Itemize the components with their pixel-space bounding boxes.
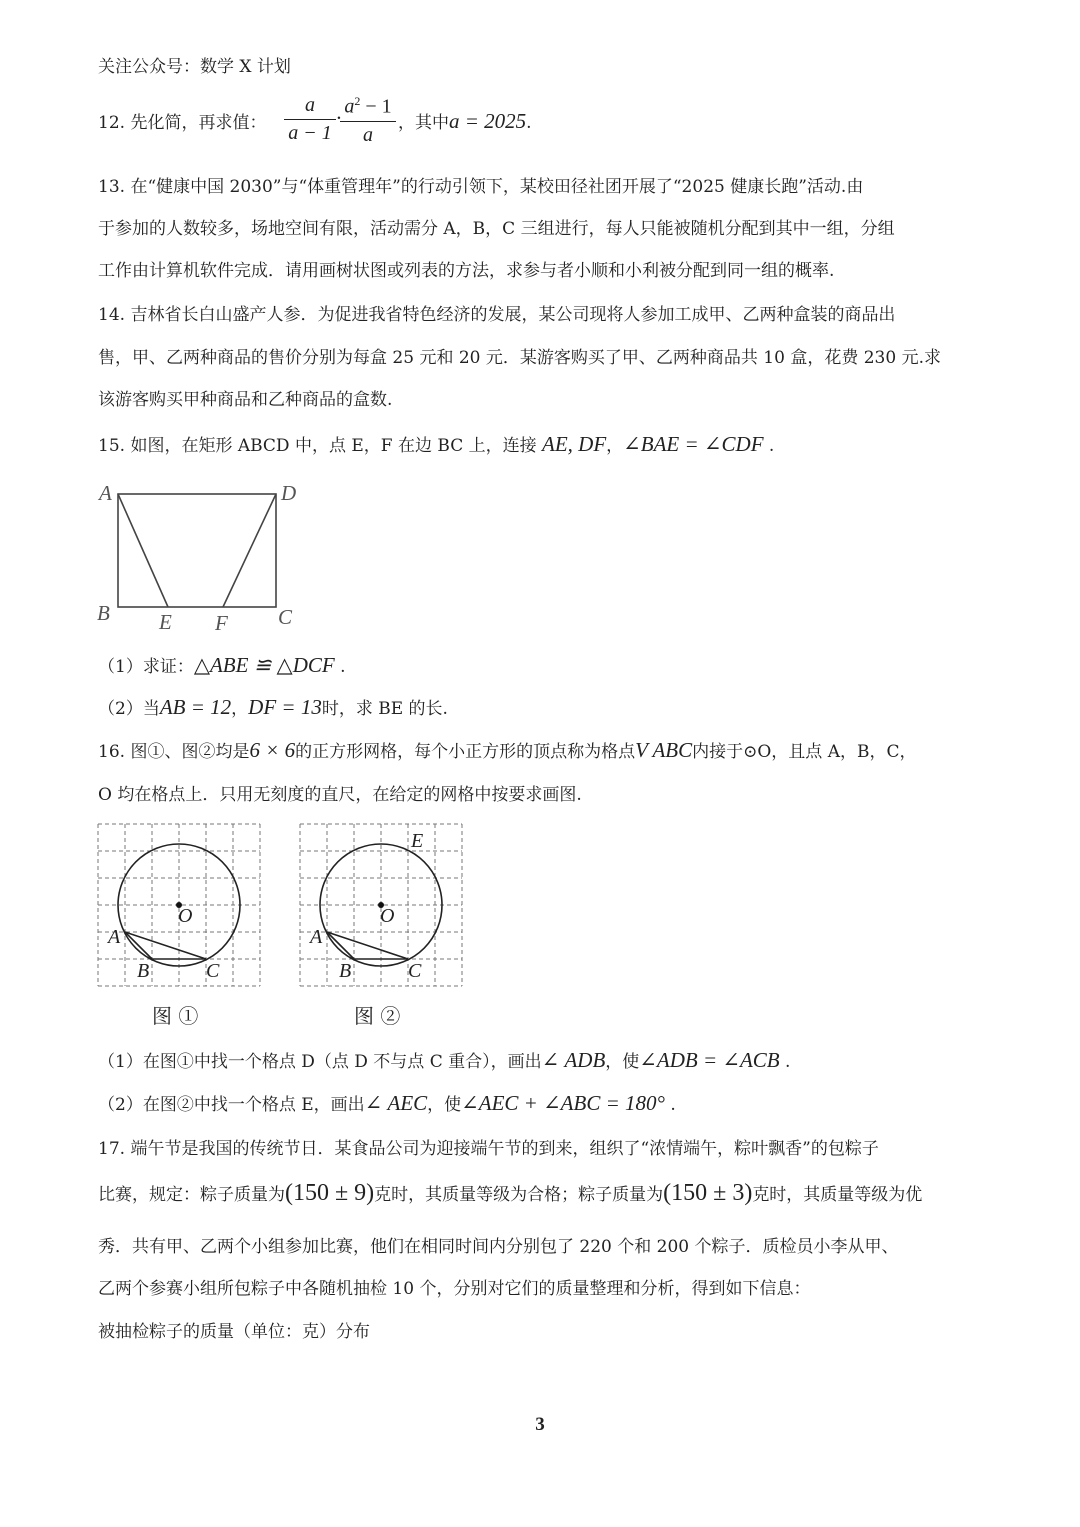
- q14-line-1: 14. 吉林省长白山盛产人参．为促进我省特色经济的发展，某公司现将人参加工成甲、乙两种盒装的商品出: [98, 305, 896, 325]
- label-e: E: [159, 610, 172, 634]
- segment-df: [223, 494, 276, 607]
- fig1-label-o: O: [178, 905, 193, 927]
- fig1-caption: 图 ①: [152, 1004, 199, 1028]
- fig2-caption: 图 ②: [354, 1004, 401, 1028]
- q12-frac2-num: $a^2 - 1$: [340, 94, 396, 122]
- triangle-abc: [327, 932, 408, 959]
- q15-part-2: （2）当AB = 12，DF = 13时，求 BE 的长.: [98, 695, 448, 719]
- fig2-label-e: E: [411, 830, 424, 852]
- label-d: D: [281, 481, 297, 505]
- header-text: 关注公众号：数学 X 计划: [98, 57, 291, 77]
- fig1-label-a: A: [108, 926, 121, 948]
- q14-line-3: 该游客购买甲种商品和乙种商品的盒数.: [98, 390, 393, 410]
- q12-fraction-2: [340, 94, 396, 147]
- q13-line-3: 工作由计算机软件完成．请用画树状图或列表的方法，求参与者小顺和小利被分配到同一组的概率.: [98, 261, 835, 281]
- fig2-label-a: A: [310, 926, 323, 948]
- fig2-label-b: B: [339, 960, 352, 982]
- label-a: A: [99, 481, 112, 505]
- q15-rectangle-figure: [90, 478, 310, 638]
- q16-line-1: 16. 图①、图②均是6 × 6的正方形网格，每个小正方形的顶点称为格点V ABC内接于⊙O，且点 A，B，C，: [98, 738, 917, 762]
- q17-line-3: 秀．共有甲、乙两个小组参加比赛，他们在相同时间内分别包了 220 个和 200 个粽子．质检员小李从甲、: [98, 1237, 899, 1257]
- label-b: B: [97, 601, 110, 625]
- rectangle-abcd: [118, 494, 276, 607]
- q12-prefix: 12. 先化简，再求值：: [98, 113, 267, 133]
- q16-figure-1: [96, 822, 266, 990]
- q12-condition: ，其中a = 2025.: [398, 109, 532, 133]
- q12-frac1-num: a: [284, 94, 336, 120]
- q17-line-5: 被抽检粽子的质量（单位：克）分布: [98, 1322, 370, 1342]
- q17-line-2: 比赛，规定：粽子质量为(150 ± 9)克时，其质量等级为合格；粽子质量为(150 ± 3)克时，其质量等级为优: [98, 1180, 923, 1206]
- fig1-label-b: B: [137, 960, 150, 982]
- q16-line-2: O 均在格点上．只用无刻度的直尺，在给定的网格中按要求画图.: [98, 785, 582, 805]
- fig2-label-o: O: [380, 905, 395, 927]
- segment-ae: [118, 494, 168, 607]
- q16-part-1: （1）在图①中找一个格点 D（点 D 不与点 C 重合），画出∠ ADB，使∠ADB = ∠ACB .: [98, 1048, 791, 1072]
- q12-dot: ·: [336, 106, 342, 130]
- label-c: C: [278, 605, 293, 629]
- q16-part-2: （2）在图②中找一个格点 E，画出∠ AEC，使∠AEC + ∠ABC = 180° .: [98, 1091, 676, 1115]
- q16-figure-2: [298, 822, 468, 990]
- label-f: F: [215, 611, 228, 635]
- triangle-abc: [125, 932, 206, 959]
- q12-frac2-den: a: [363, 123, 373, 146]
- q12-fraction-1: [284, 94, 336, 145]
- q17-line-4: 乙两个参赛小组所包粽子中各随机抽检 10 个，分别对它们的质量整理和分析，得到如下信息：: [98, 1279, 811, 1299]
- q15-part-1: （1）求证：△ABE ≌ △DCF .: [98, 653, 346, 677]
- q15-intro: 15. 如图，在矩形 ABCD 中，点 E，F 在边 BC 上，连接 AE, DF，∠BAE = ∠CDF .: [98, 432, 775, 456]
- page-number: 3: [535, 1414, 545, 1435]
- q17-line-1: 17. 端午节是我国的传统节日．某食品公司为迎接端午节的到来，组织了“浓情端午，粽叶飘香”的包粽子: [98, 1139, 879, 1159]
- q13-line-1: 13. 在“健康中国 2030”与“体重管理年”的行动引领下，某校田径社团开展了“2025 健康长跑”活动.由: [98, 177, 864, 197]
- fig1-label-c: C: [206, 960, 220, 982]
- fig2-label-c: C: [408, 960, 422, 982]
- q12-frac1-den: a − 1: [288, 122, 332, 144]
- q14-line-2: 售，甲、乙两种商品的售价分别为每盒 25 元和 20 元．某游客购买了甲、乙两种商品共 10 盒，花费 230 元.求: [98, 348, 941, 368]
- q13-line-2: 于参加的人数较多，场地空间有限，活动需分 A，B，C 三组进行，每人只能被随机分配到其中一组，分组: [98, 219, 895, 239]
